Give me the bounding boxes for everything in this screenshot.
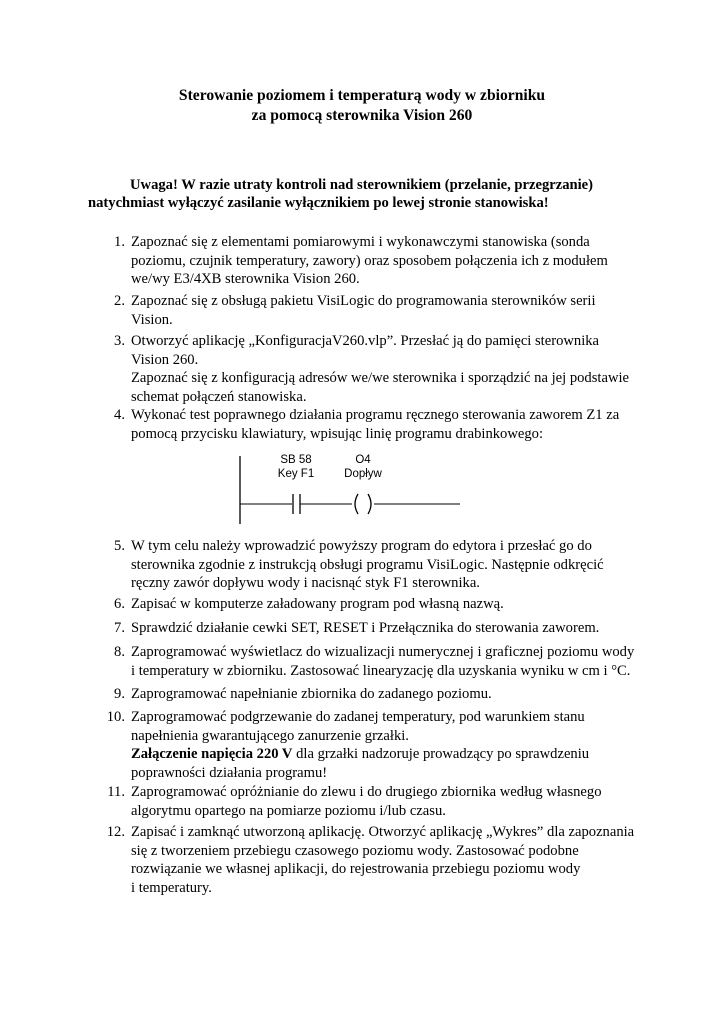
contact-description: Key F1: [277, 468, 315, 480]
text-line: Sprawdzić działanie cewki SET, RESET i Przełącznika do sterowania zaworem.: [131, 620, 600, 636]
list-item-text: [131, 292, 636, 329]
text-line: Wykonać test poprawnego działania programu ręcznego sterowania zaworem Z1 za: [131, 407, 620, 423]
warning-line-1: Uwaga! W razie utraty kontroli nad sterownikiem (przelanie, przegrzanie): [130, 177, 594, 193]
list-item-number: 5.: [114, 538, 125, 554]
list-item-number: 4.: [114, 407, 125, 423]
bold-emphasis: Załączenie napięcia 220 V: [131, 746, 293, 763]
text-line: Zapoznać się z elementami pomiarowymi i wykonawczymi stanowiska (sonda: [131, 234, 590, 250]
list-item-number: 12.: [106, 824, 125, 840]
list-item-text: [131, 619, 636, 638]
warning-line-2: natychmiast wyłączyć zasilanie wyłącznikiem po lewej stronie stanowiska!: [88, 195, 549, 211]
text-line: ręczny zawór dopływu wody i nacisnąć styk F1 sterownika.: [131, 575, 480, 592]
list-item-text: [131, 332, 636, 406]
coil-left-arc: [355, 494, 358, 514]
list-item-text: [131, 685, 636, 704]
text-line: Zaprogramować wyświetlacz do wizualizacji numerycznej i graficznej poziomu wody: [131, 644, 635, 660]
text-line: poziomu, czujnik temperatury, zawory) oraz sposobem połączenia ich z modułem: [131, 252, 608, 269]
list-item-number: 10.: [106, 709, 125, 725]
list-item-number: 9.: [114, 686, 125, 702]
text-line: i temperatury.: [131, 879, 212, 896]
text-line: Zaprogramować podgrzewanie do zadanej temperatury, pod warunkiem stanu: [131, 709, 585, 725]
text-line: napełnienia gwarantującego zanurzenie grzałki.: [131, 727, 409, 744]
list-item-number: 7.: [114, 620, 125, 636]
text-line: Zapisać w komputerze załadowany program pod własną nazwą.: [131, 596, 504, 612]
contact-address: SB 58: [280, 454, 312, 466]
text-line: Zapisać i zamknąć utworzoną aplikację. Otworzyć aplikację „Wykres” dla zapoznania: [131, 824, 635, 840]
text-line: Zaprogramować napełnianie zbiornika do zadanego poziomu.: [131, 686, 492, 702]
list-item-number: 8.: [114, 644, 125, 660]
list-item-text: [131, 643, 636, 680]
list-item-number: 6.: [114, 596, 125, 612]
title-line-2: za pomocą sterownika Vision 260: [251, 107, 473, 124]
title-line-1: Sterowanie poziomem i temperaturą wody w zbiorniku: [178, 87, 546, 104]
text-line: schemat połączeń stanowiska.: [131, 388, 307, 405]
text-line: sterownika zgodnie z instrukcją obsługi programu VisiLogic. Następnie odkręcić: [131, 556, 604, 573]
ladder-diagram: [236, 452, 466, 528]
coil-description: Dopływ: [344, 468, 382, 480]
list-item-number: 11.: [107, 784, 125, 800]
text-line: pomocą przycisku klawiatury, wpisując linię programu drabinkowego:: [131, 425, 544, 442]
coil-address: O4: [355, 454, 371, 466]
document-title: [0, 86, 724, 126]
text-line: poprawności działania programu!: [131, 764, 328, 781]
text-line: Zapoznać się z obsługą pakietu VisiLogic do programowania sterowników serii: [131, 293, 596, 309]
list-item-number: 2.: [114, 293, 125, 309]
list-item-text: [131, 708, 636, 782]
list-item-text: [131, 537, 636, 593]
list-item-text: [131, 595, 636, 614]
text-line: Otworzyć aplikację „KonfiguracjaV260.vlp”. Przesłać ją do pamięci sterownika: [131, 333, 600, 349]
text-line: i temperatury w zbiorniku. Zastosować linearyzację dla uzyskania wyniku w cm i °C.: [131, 662, 631, 679]
text-line: się z tworzeniem przebiegu czasowego poziomu wody. Zastosować podobne: [131, 842, 579, 859]
text-line: Vision 260.: [131, 351, 199, 368]
text-line: Vision.: [131, 311, 173, 328]
coil-label: [337, 453, 389, 481]
list-item-text: [131, 823, 636, 897]
list-item-text: [131, 233, 636, 289]
text-line: we/wy E3/4XB sterownika Vision 260.: [131, 271, 360, 288]
contact-label: [274, 453, 318, 481]
text-line: Zaprogramować opróżnianie do zlewu i do drugiego zbiornika według własnego: [131, 784, 602, 800]
text-line: Zapoznać się z konfiguracją adresów we/we sterownika i sporządzić na jej podstawie: [131, 370, 630, 387]
text-line: W tym celu należy wprowadzić powyższy program do edytora i przesłać go do: [131, 538, 592, 554]
coil-right-arc: [368, 494, 371, 514]
list-item-number: 3.: [114, 333, 125, 349]
list-item-number: 1.: [114, 234, 125, 250]
text-line: rozwiązanie we własnej aplikacji, do rejestrowania przebiegu poziomu wody: [131, 861, 581, 878]
text-line: algorytmu opartego na pomiarze poziomu i/lub czasu.: [131, 802, 446, 819]
text-line: [131, 745, 636, 764]
text-fragment: dla grzałki nadzoruje prowadzący po sprawdzeniu: [292, 746, 590, 763]
warning-paragraph: [88, 176, 648, 212]
list-item-text: [131, 406, 636, 443]
list-item-text: [131, 783, 636, 820]
